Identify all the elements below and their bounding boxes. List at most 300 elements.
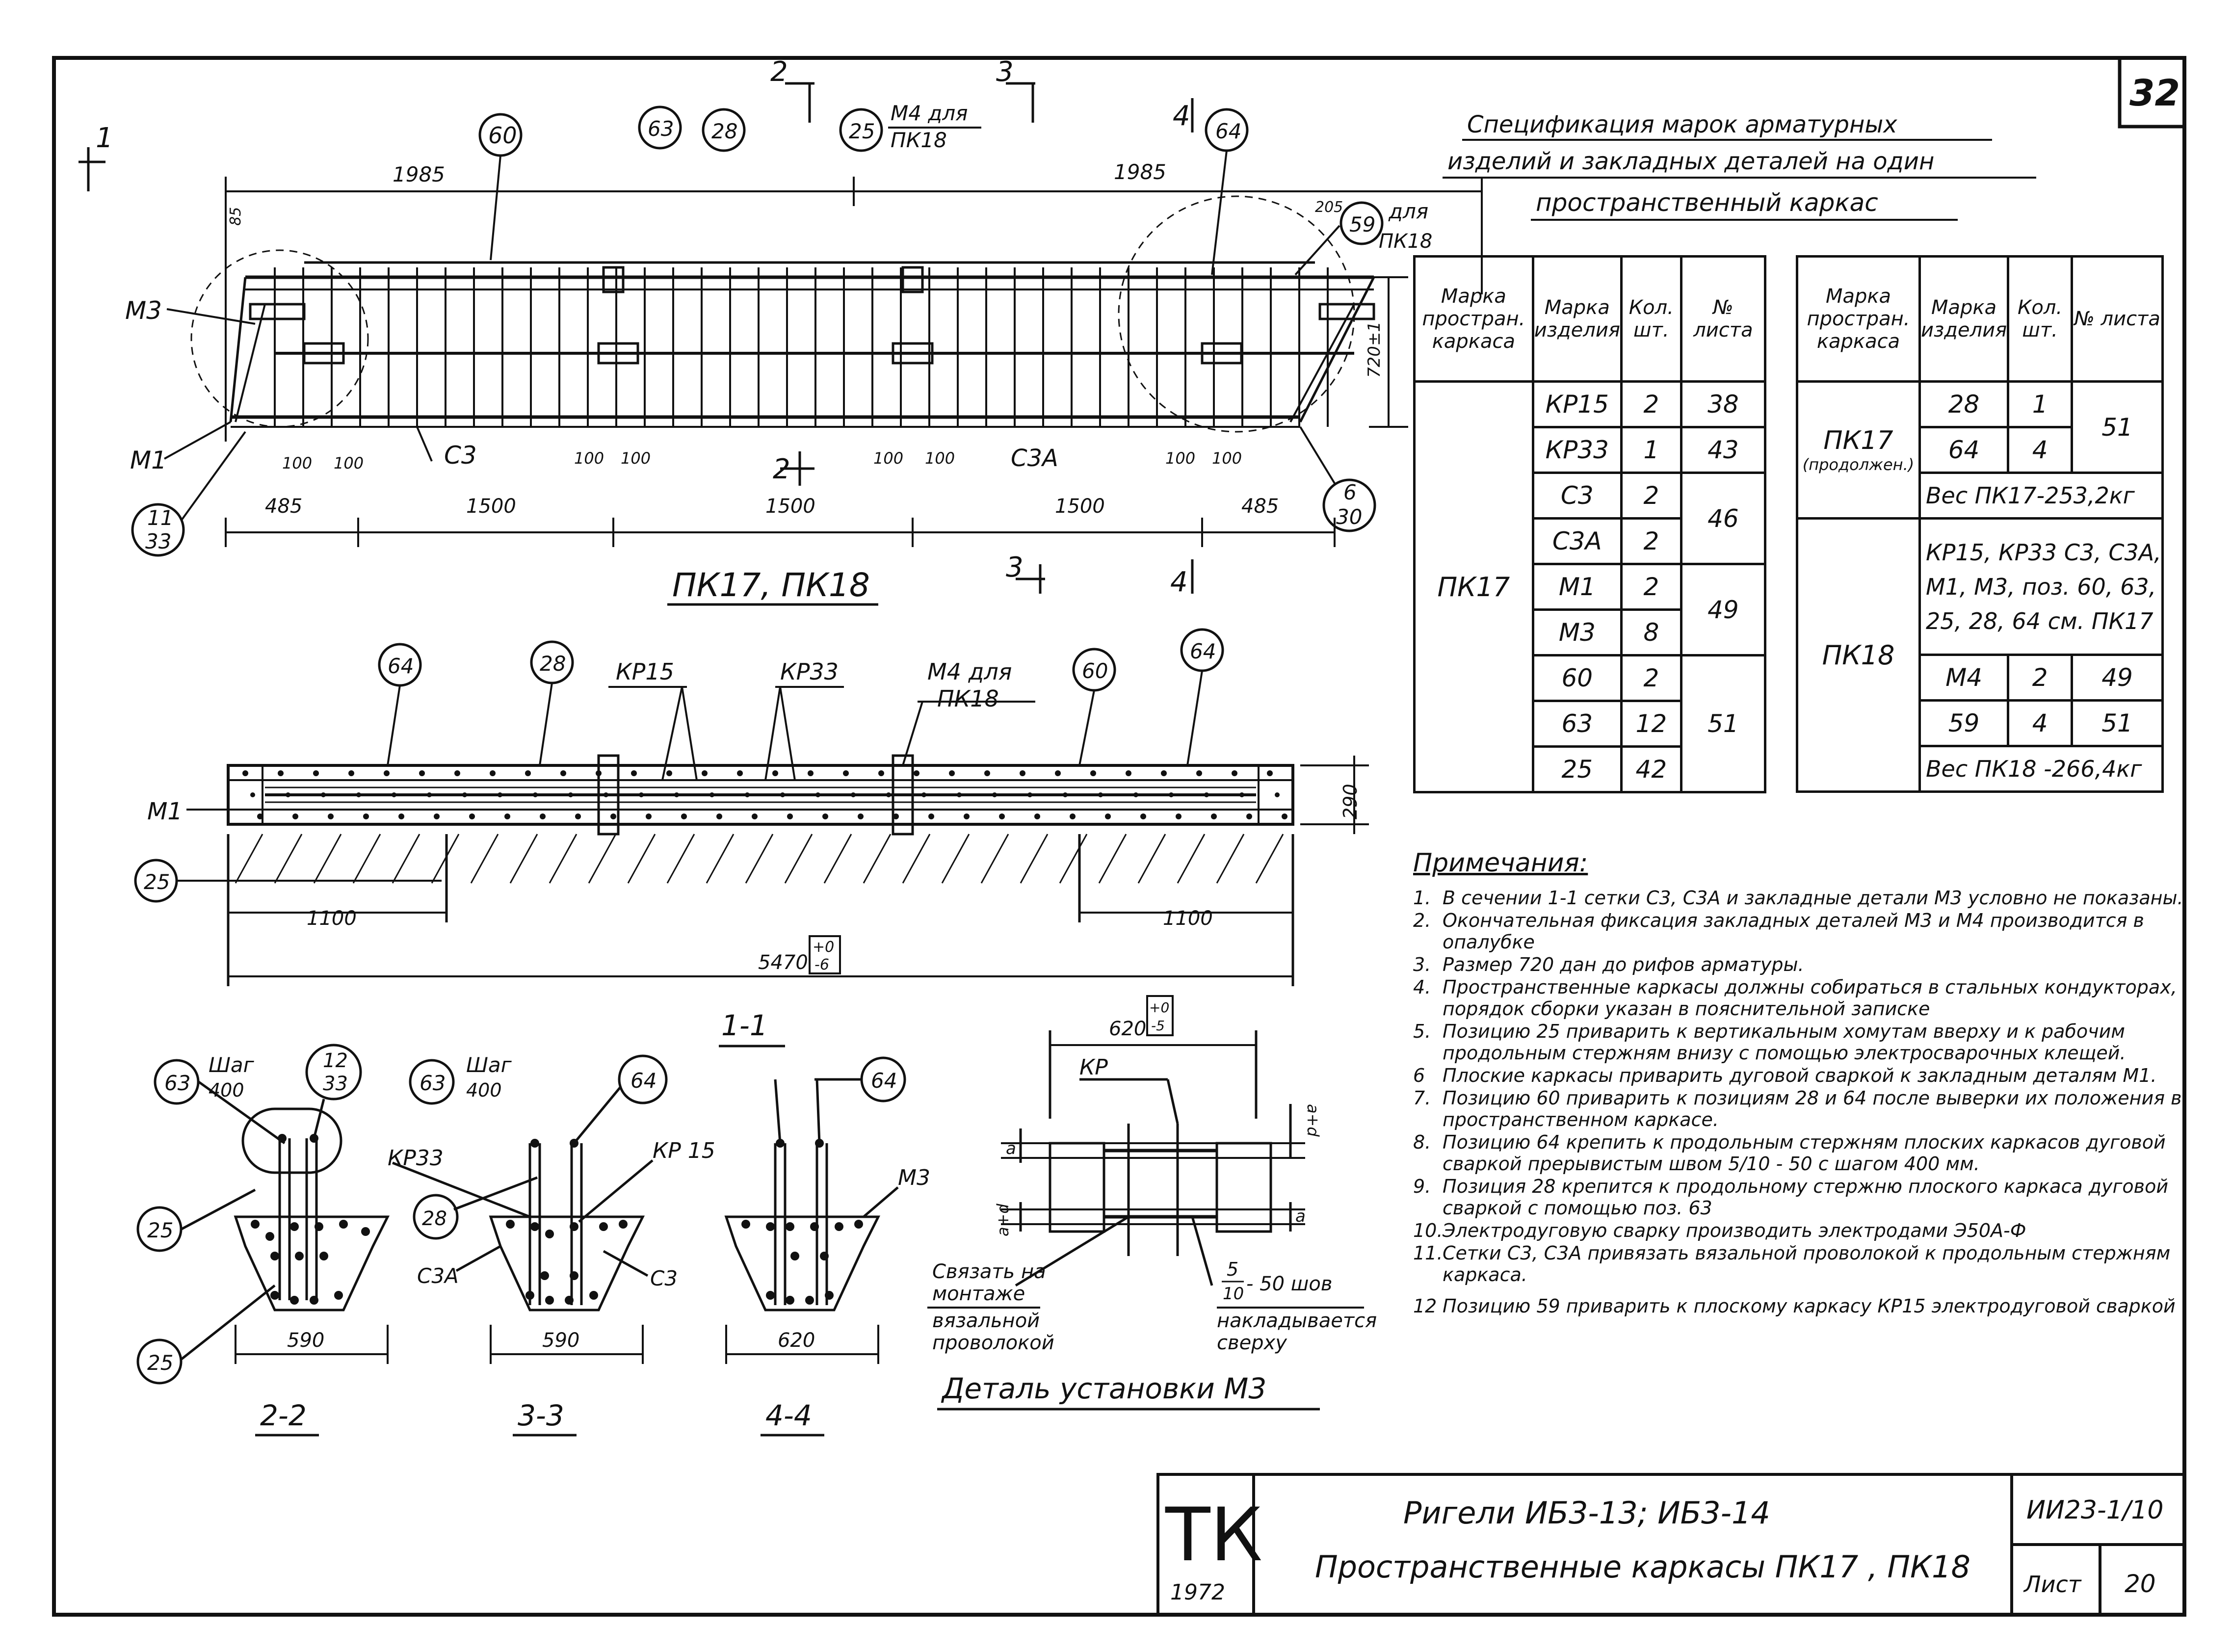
weld-dot [1027, 792, 1032, 797]
weld-dot [419, 770, 425, 776]
spec-row-sheet: 49 [1681, 564, 1765, 656]
rebar-dot [835, 1222, 843, 1231]
rebar-dot [599, 1222, 608, 1231]
rebar-dot [310, 1296, 318, 1305]
plan-label-pk18: ПК18 [937, 685, 999, 712]
spec-header-frame: Марка простран. каркаса [1797, 257, 1920, 382]
spec-ref-line: 25, 28, 64 см. ПК17 [1925, 607, 2153, 634]
elevation-callout-circles [132, 107, 1382, 555]
rebar-dot [339, 1220, 348, 1229]
rebar-dot [570, 1222, 578, 1231]
spec-ref-text [1919, 519, 2162, 655]
spec-row-item: 63 [1533, 701, 1621, 747]
note-text: Пространственные каркасы должны собираться в стальных кондукторах, порядок сборки указан в пояснительной записке [1443, 976, 2177, 1020]
spec-row-item: М1 [1533, 564, 1621, 610]
spec-row-item: М3 [1533, 610, 1621, 656]
note-number: 11. [1413, 1242, 1443, 1264]
detail-apd-right: a+d [1304, 1104, 1322, 1137]
weld-dot [964, 813, 970, 819]
note-item [1413, 910, 2218, 953]
note-item [1413, 954, 2218, 975]
elevation-stirrups [275, 267, 1328, 427]
note-number: 9. [1413, 1176, 1431, 1198]
note-item [1413, 1220, 2218, 1241]
small-dim-1: 100 [282, 454, 313, 472]
plan-callout-60: 60 [1082, 659, 1108, 683]
rebar-dot [334, 1291, 343, 1300]
spec-right-frame-1-name: ПК17 [1823, 426, 1893, 455]
plan-dim-right: 1100 [1163, 907, 1213, 930]
section-4-4-bars [741, 1139, 863, 1305]
spec-header-item: Марка изделия [1533, 257, 1621, 382]
detail-weld-text: - 50 шов [1246, 1273, 1333, 1295]
weld-dot [596, 770, 602, 776]
weld-dot [533, 792, 538, 797]
hatch-line [589, 834, 616, 883]
rebar-dot [820, 1252, 829, 1260]
spec-row-item: С3 [1533, 473, 1621, 519]
weld-dot [434, 813, 440, 819]
rebar-dot [854, 1220, 863, 1229]
spec-row-item: КР33 [1533, 427, 1621, 473]
weld-dot [575, 813, 581, 819]
spec-weight-1: Вес ПК17-253,2кг [1919, 473, 2162, 519]
s33-step-val: 400 [466, 1079, 502, 1101]
note-text: Позиция 28 крепится к продольному стержню плоского каркаса дуговой сваркой с помощью поз. 63 [1443, 1176, 2169, 1219]
spec-row-sheet: 51 [1681, 656, 1765, 792]
weld-dot [1161, 770, 1167, 776]
hatch-line [1178, 834, 1205, 883]
rebar-dot [319, 1252, 328, 1260]
rebar-dot [810, 1222, 819, 1231]
note-item [1413, 887, 2218, 909]
weld-dot [1055, 770, 1061, 776]
title-block-line-1: Ригели ИБ3-13; ИБ3-14 [1403, 1495, 1770, 1531]
small-dim-2: 100 [334, 454, 364, 472]
weld-dot [878, 770, 884, 776]
note-text: Плоские каркасы приварить дуговой сваркой к закладным деталям М1. [1443, 1065, 2157, 1087]
weld-dot [356, 792, 361, 797]
rebar-dot [506, 1220, 515, 1229]
note-number: 10. [1413, 1220, 1443, 1242]
spec-row-qty: 2 [1621, 382, 1681, 427]
weld-dot [787, 813, 793, 819]
note-number: 12 [1413, 1295, 1437, 1317]
note-text: В сечении 1-1 сетки С3, С3А и закладные детали М3 условно не показаны. [1443, 887, 2183, 909]
weld-dot [348, 770, 354, 776]
rebar-dot [815, 1139, 824, 1148]
rebar-dot [766, 1222, 775, 1231]
weld-dot [1232, 770, 1237, 776]
weld-dot [914, 770, 919, 776]
plan-label-kp33: КР33 [780, 658, 839, 685]
detail-tol-plus: +0 [1149, 999, 1170, 1016]
note-item [1413, 1242, 2218, 1285]
weld-dot [313, 770, 319, 776]
title-block-line-2: Пространственные каркасы ПК17 , ПК18 [1315, 1549, 1970, 1585]
rebar-dot [251, 1220, 260, 1229]
rebar-dot [570, 1139, 578, 1148]
small-dim-4: 100 [621, 449, 651, 468]
hatch-line [393, 834, 420, 883]
hatch-line [471, 834, 498, 883]
rebar-dot [295, 1252, 304, 1260]
s22-callout-25a: 25 [147, 1218, 174, 1242]
weld-dot [1176, 813, 1182, 819]
rebar-dot [290, 1222, 299, 1231]
detail-tie-1: Связать на [932, 1260, 1046, 1283]
spec-row-item: 28 [1919, 382, 2008, 427]
weld-dot [1034, 813, 1040, 819]
weld-dot [702, 770, 708, 776]
section-mark-3: 3 [996, 56, 1014, 88]
weld-dot [469, 813, 475, 819]
rebar-dot [530, 1222, 539, 1231]
plan-tol-plus: +0 [813, 939, 835, 956]
bottom-dim-4: 1500 [1055, 495, 1105, 518]
weld-dot [462, 792, 467, 797]
spec-header-frame: Марка простран. каркаса [1415, 257, 1533, 382]
weld-dot [292, 813, 298, 819]
hatch-line [746, 834, 773, 883]
note-item [1413, 1087, 2218, 1130]
title-block-sheet-value: 20 [2125, 1570, 2156, 1598]
s22-callout-63: 63 [164, 1071, 191, 1095]
weld-dot [1196, 770, 1202, 776]
section-mark-2b: 2 [773, 453, 790, 485]
weld-dot [716, 813, 722, 819]
weld-dot [780, 792, 785, 797]
spec-right-frame-2: ПК18 [1797, 519, 1920, 792]
hatch-line [903, 834, 930, 883]
weld-dot [392, 792, 396, 797]
elevation-view [191, 196, 1374, 432]
weld-dot [1275, 792, 1280, 797]
hatch-line [275, 834, 302, 883]
spec-row-sheet: 38 [1681, 382, 1765, 427]
hatch-line [981, 834, 1008, 883]
rebar-dot [530, 1139, 539, 1148]
section-2-2 [138, 1045, 388, 1383]
spec-row-item: 60 [1533, 656, 1621, 701]
rebar-dot [361, 1227, 370, 1236]
weld-dot [257, 813, 263, 819]
spec-title-line-1: Спецификация марок арматурных [1467, 111, 1897, 138]
spec-ref-line: КР15, КР33 С3, С3А, [1925, 539, 2161, 566]
weld-dot [1204, 792, 1209, 797]
note-item [1413, 1131, 2218, 1175]
weld-dot [928, 813, 934, 819]
hatch-line [1138, 834, 1165, 883]
hatch-line [353, 834, 380, 883]
note-item [1413, 1295, 2218, 1317]
hatch-line [864, 834, 891, 883]
spec-title-line-2: изделий и закладных деталей на один [1447, 148, 1935, 175]
weld-dot [1282, 813, 1287, 819]
s33-step: Шаг [466, 1053, 512, 1077]
weld-dot [604, 792, 608, 797]
s44-callout-64: 64 [871, 1069, 897, 1093]
hatch-line [667, 834, 694, 883]
detail-tol-minus: -5 [1151, 1018, 1165, 1034]
weld-dot [1169, 792, 1174, 797]
rebar-dot [766, 1291, 775, 1300]
note-text: Позицию 59 приварить к плоскому каркасу КР15 электродуговой сваркой [1443, 1295, 2176, 1317]
hatch-line [1099, 834, 1126, 883]
weld-dot [843, 770, 849, 776]
spec-row-item: 59 [1919, 701, 2008, 746]
note-number: 8. [1413, 1131, 1431, 1154]
s33-c3: С3 [650, 1266, 678, 1290]
spec-row-qty: 12 [1621, 701, 1681, 747]
weld-dot [737, 770, 743, 776]
weld-dot [681, 813, 687, 819]
note-text: Электродуговую сварку производить электродами Э50А-Ф [1443, 1220, 2026, 1242]
weld-dot [525, 770, 531, 776]
callout-59-pk18: ПК18 [1379, 230, 1433, 253]
section-3-3-bars [506, 1139, 628, 1305]
title-block-sheet-label: Лист [2024, 1571, 2081, 1598]
weld-dot [321, 792, 326, 797]
hatch-line [628, 834, 655, 883]
detail-weld-b: 10 [1223, 1284, 1244, 1304]
weld-dot [772, 770, 778, 776]
spec-row-qty: 1 [2008, 382, 2072, 427]
weld-dot [250, 792, 255, 797]
spec-table-right [1796, 255, 2164, 793]
small-dim-7: 100 [1165, 449, 1196, 468]
note-number: 7. [1413, 1087, 1431, 1109]
s22-width: 590 [287, 1329, 325, 1352]
rebar-dot [265, 1232, 274, 1241]
weld-dot [242, 770, 248, 776]
small-dim-3: 100 [574, 449, 604, 468]
top-dim-2: 1985 [1114, 160, 1166, 184]
section-mark-1: 1 [96, 122, 113, 154]
spec-table-left [1413, 255, 1766, 793]
hatch-line [785, 834, 812, 883]
rebar-dot [290, 1296, 299, 1305]
weld-dot [540, 813, 546, 819]
weld-dot [1246, 813, 1252, 819]
detail-apd-left: a+d [994, 1204, 1012, 1236]
s44-width: 620 [778, 1329, 815, 1352]
weld-dot [427, 792, 432, 797]
weld-dot [1020, 770, 1025, 776]
plan-dim-height: 290 [1339, 784, 1361, 819]
rebar-dot [790, 1252, 799, 1260]
callout-28: 28 [711, 119, 738, 143]
spec-row-qty: 2 [1621, 564, 1681, 610]
rebar-dot [619, 1220, 628, 1229]
hatch-line [510, 834, 537, 883]
weld-dot [278, 770, 284, 776]
weld-dot [815, 792, 820, 797]
elevation-dimensions [226, 177, 1482, 547]
weld-dot [1070, 813, 1076, 819]
detail-tie-3: вязальной [932, 1310, 1040, 1332]
weld-dot [286, 792, 290, 797]
spec-row-qty: 4 [2008, 427, 2072, 473]
rebar-dot [540, 1271, 549, 1280]
weld-dot [610, 813, 616, 819]
rebar-dot [278, 1134, 287, 1143]
callout-64: 64 [1215, 119, 1242, 143]
spec-row-sheet: 46 [1681, 473, 1765, 564]
weld-dot [745, 792, 750, 797]
spec-row-qty: 1 [1621, 427, 1681, 473]
spec-row-qty: 42 [1621, 747, 1681, 792]
ref-11: 11 [147, 506, 174, 530]
weld-dot [893, 813, 899, 819]
hatch-line [550, 834, 577, 883]
label-c3: С3 [444, 441, 477, 470]
notes-list [1413, 887, 2218, 1317]
spec-header-sheet: № листа [1681, 257, 1765, 382]
note-text: Позицию 64 крепить к продольным стержням плоских каркасов дуговой сваркой прерывистым швом 5/10 - 50 с шагом 400 мм. [1443, 1131, 2166, 1175]
spec-header-sheet: № листа [2072, 257, 2163, 382]
callout-59: 59 [1349, 212, 1376, 236]
note-number: 3. [1413, 954, 1431, 976]
weld-dot [1090, 770, 1096, 776]
callout-m4-pk18: ПК18 [891, 128, 947, 152]
detail-weld-a: 5 [1227, 1259, 1239, 1280]
rebar-dot [525, 1291, 534, 1300]
elevation-title: ПК17, ПК18 [672, 566, 870, 604]
note-number: 4. [1413, 976, 1431, 998]
weld-dot [398, 813, 404, 819]
weld-dot [957, 792, 962, 797]
detail-kp: КР [1079, 1055, 1108, 1080]
label-c3a: С3А [1011, 445, 1058, 472]
spec-row-sheet: 51 [2072, 382, 2163, 473]
note-item [1413, 976, 2218, 1020]
spec-row-qty: 2 [1621, 473, 1681, 519]
rebar-dot [570, 1271, 578, 1280]
spec-row-qty: 2 [1621, 519, 1681, 564]
plan-label-kp15: КР15 [616, 658, 674, 685]
small-dim-5: 100 [873, 449, 904, 468]
weld-dot [1140, 813, 1146, 819]
plan-dim-left: 1100 [307, 907, 357, 930]
s22-title: 2-2 [260, 1399, 307, 1432]
weld-dot [1105, 813, 1111, 819]
note-item [1413, 1176, 2218, 1219]
rebar-dot [270, 1252, 279, 1260]
spec-row-item: С3А [1533, 519, 1621, 564]
s33-callout-64: 64 [630, 1069, 657, 1093]
weld-dot [639, 792, 644, 797]
bottom-dim-2: 1500 [466, 495, 516, 518]
s22-ref-12: 12 [323, 1049, 348, 1072]
plan-label-m1: М1 [147, 798, 183, 825]
spec-header-qty: Кол. шт. [1621, 257, 1681, 382]
spec-row-qty: 2 [1621, 656, 1681, 701]
ref-6: 6 [1343, 480, 1357, 504]
dim-85: 85 [227, 207, 244, 226]
weld-dot [454, 770, 460, 776]
hatch-line [314, 834, 341, 883]
note-item [1413, 1065, 2218, 1086]
plan-label-m4-for: М4 для [927, 658, 1012, 685]
notes-block [1413, 849, 2218, 1318]
spec-header-qty: Кол. шт. [2008, 257, 2072, 382]
detail-a-top: a [1006, 1139, 1016, 1158]
callout-m4-for: М4 для [891, 101, 968, 125]
detail-weld-2: накладывается [1217, 1310, 1377, 1332]
weld-dot [490, 770, 496, 776]
rebar-dot [565, 1296, 574, 1305]
plan-dim-total: 5470 [758, 951, 808, 974]
detail-a-right: a [1295, 1206, 1306, 1226]
ref-30: 30 [1336, 505, 1363, 529]
rebar-dot [805, 1296, 814, 1305]
rebar-dot [310, 1134, 318, 1143]
weld-dot [992, 792, 997, 797]
rebar-dot [741, 1220, 750, 1229]
hatch-line [942, 834, 969, 883]
weld-dot [363, 813, 369, 819]
note-number: 5. [1413, 1021, 1431, 1043]
note-number: 6 [1413, 1065, 1425, 1087]
s33-title: 3-3 [518, 1399, 564, 1432]
ref-33: 33 [145, 529, 172, 553]
s44-m3: М3 [898, 1165, 930, 1190]
s22-callout-25b: 25 [147, 1351, 174, 1375]
rebar-dot [786, 1222, 794, 1231]
note-number: 2. [1413, 910, 1431, 932]
s33-callout-28: 28 [422, 1207, 447, 1230]
weld-dot [808, 770, 814, 776]
s33-width: 590 [542, 1329, 580, 1352]
callout-63: 63 [648, 117, 674, 141]
spec-row-qty: 4 [2008, 701, 2072, 746]
spec-title-line-3: пространственный каркас [1536, 188, 1878, 217]
section-mark-4b: 4 [1170, 566, 1188, 598]
detail-title: Деталь установки М3 [942, 1372, 1267, 1405]
spec-row-item: 25 [1533, 747, 1621, 792]
rebar-dot [825, 1291, 834, 1300]
note-text: Размер 720 дан до рифов арматуры. [1443, 954, 1804, 976]
weld-dot [498, 792, 502, 797]
dim-720: 720±1 [1365, 321, 1384, 378]
weld-dot [504, 813, 510, 819]
weld-dot [560, 770, 566, 776]
hatch-line [707, 834, 734, 883]
spec-row-qty: 2 [2008, 655, 2072, 701]
bottom-dim-5: 485 [1241, 495, 1279, 518]
callout-59-for: для [1389, 199, 1429, 223]
callout-25: 25 [849, 119, 875, 143]
title-block-year: 1972 [1170, 1580, 1225, 1605]
spec-row-item: КР15 [1533, 382, 1621, 427]
label-m1: М1 [130, 446, 167, 474]
weld-dot [822, 813, 828, 819]
detail-weld-3: сверху [1217, 1332, 1287, 1354]
notes-title: Примечания: [1413, 848, 1588, 878]
section-4-4 [726, 1058, 905, 1364]
rebar-dot [315, 1222, 323, 1231]
small-dim-8: 100 [1212, 449, 1242, 468]
weld-dot [1211, 813, 1217, 819]
rebar-dot [589, 1291, 598, 1300]
hatch-line [824, 834, 851, 883]
note-number: 1. [1413, 887, 1431, 909]
weld-dot [384, 770, 390, 776]
plan-tol-minus: -6 [814, 956, 829, 973]
detail-m3 [1001, 1030, 1305, 1285]
weld-dot [666, 770, 672, 776]
